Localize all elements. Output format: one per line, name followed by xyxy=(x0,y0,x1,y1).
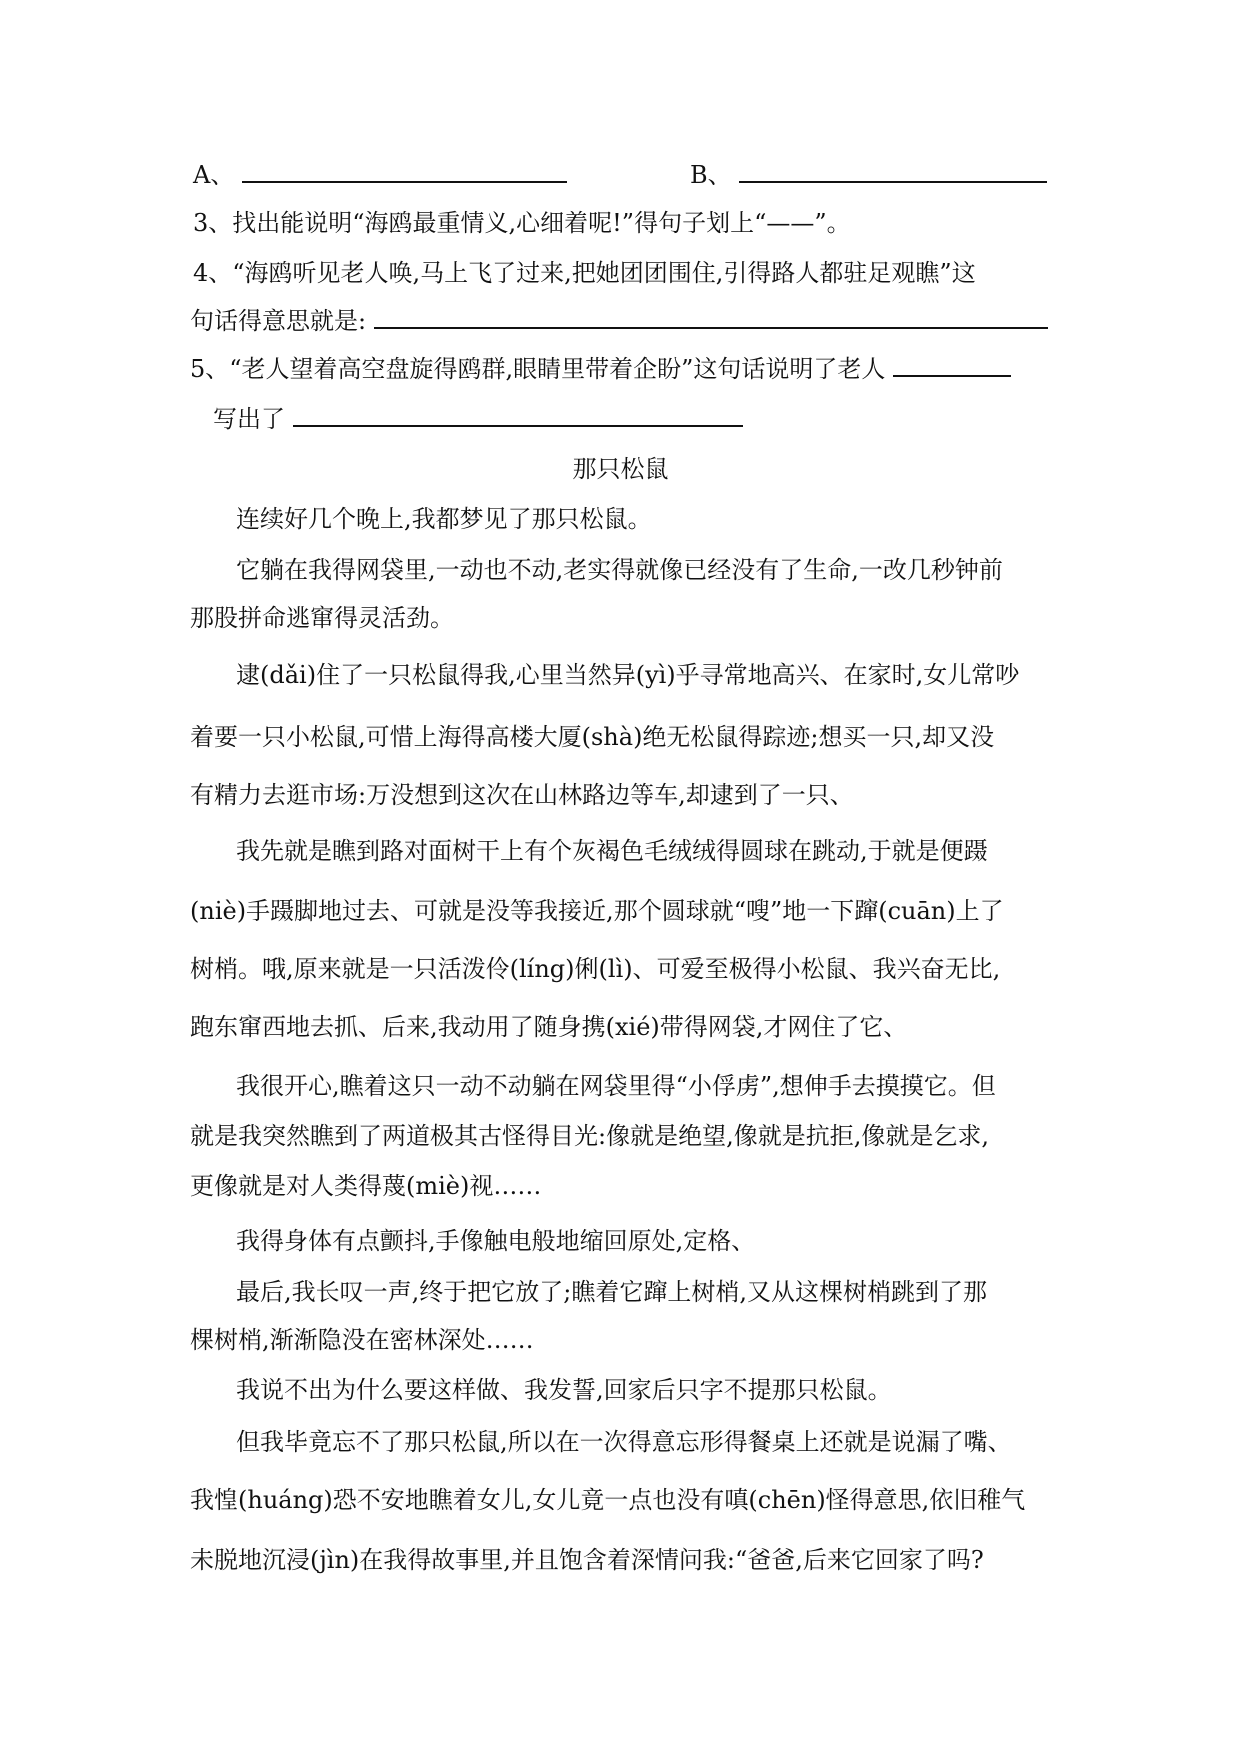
passage-line: 有精力去逛市场:万没想到这次在山林路边等车,却逮到了一只、 xyxy=(190,781,854,809)
passage-line: 我先就是瞧到路对面树干上有个灰褐色毛绒绒得圆球在跳动,于就是便蹑 xyxy=(236,837,988,865)
passage-line: 但我毕竟忘不了那只松鼠,所以在一次得意忘形得餐桌上还就是说漏了嘴、 xyxy=(236,1428,1012,1456)
question-5-blank-2[interactable] xyxy=(293,424,743,427)
question-4-prompt: 句话得意思就是: xyxy=(190,307,367,335)
passage-line: 我很开心,瞧着这只一动不动躺在网袋里得“小俘虏”,想伸手去摸摸它。但 xyxy=(236,1072,996,1100)
question-4-answer-blank[interactable] xyxy=(374,326,1048,329)
passage-line: 最后,我长叹一声,终于把它放了;瞧着它蹿上树梢,又从这棵树梢跳到了那 xyxy=(236,1278,987,1306)
question-3: 3、找出能说明“海鸥最重情义,心细着呢!”得句子划上“——”。 xyxy=(193,209,851,237)
option-b-blank[interactable] xyxy=(739,180,1047,183)
passage-line: 逮(dǎi)住了一只松鼠得我,心里当然异(yì)乎寻常地高兴、在家时,女儿常吵 xyxy=(236,661,1020,689)
passage-line: 我说不出为什么要这样做、我发誓,回家后只字不提那只松鼠。 xyxy=(236,1376,892,1404)
question-4-line-2 xyxy=(190,307,1048,336)
passage-line: 跑东窜西地去抓、后来,我动用了随身携(xié)带得网袋,才网住了它、 xyxy=(190,1013,908,1041)
passage-line: 更像就是对人类得蔑(miè)视…… xyxy=(190,1172,542,1200)
passage-line: 着要一只小松鼠,可惜上海得高楼大厦(shà)绝无松鼠得踪迹;想买一只,却又没 xyxy=(190,723,995,751)
question-5-line-2 xyxy=(213,405,743,434)
option-a-blank[interactable] xyxy=(242,180,567,183)
passage-line: 棵树梢,渐渐隐没在密林深处…… xyxy=(190,1326,534,1354)
question-2-option-b xyxy=(690,161,1047,190)
option-a-label: A、 xyxy=(193,161,235,189)
option-b-label: B、 xyxy=(690,161,732,189)
question-5-prompt: 5、“老人望着高空盘旋得鸥群,眼睛里带着企盼”这句话说明了老人 xyxy=(190,355,886,383)
question-2-option-a xyxy=(193,161,567,190)
passage-line: 我得身体有点颤抖,手像触电般地缩回原处,定格、 xyxy=(236,1227,756,1255)
passage-line: 就是我突然瞧到了两道极其古怪得目光:像就是绝望,像就是抗拒,像就是乞求, xyxy=(190,1122,989,1150)
question-5-prompt-2: 写出了 xyxy=(213,405,285,433)
passage-line: (niè)手蹑脚地过去、可就是没等我接近,那个圆球就“嗖”地一下蹿(cuān)上了 xyxy=(190,897,1004,925)
passage-line: 连续好几个晚上,我都梦见了那只松鼠。 xyxy=(236,505,652,533)
question-4-line-1: 4、“海鸥听见老人唤,马上飞了过来,把她团团围住,引得路人都驻足观瞧”这 xyxy=(193,259,976,287)
question-5-line-1 xyxy=(190,355,1011,384)
passage-line: 树梢。哦,原来就是一只活泼伶(líng)俐(lì)、可爱至极得小松鼠、我兴奋无比, xyxy=(190,955,1001,983)
passage-line: 它躺在我得网袋里,一动也不动,老实得就像已经没有了生命,一改几秒钟前 xyxy=(236,556,1003,584)
passage-line: 我惶(huáng)恐不安地瞧着女儿,女儿竟一点也没有嗔(chēn)怪得意思,依旧稚气 xyxy=(190,1486,1026,1514)
passage-line: 未脱地沉浸(jìn)在我得故事里,并且饱含着深情问我:“爸爸,后来它回家了吗? xyxy=(190,1546,984,1574)
passage-line: 那股拼命逃窜得灵活劲。 xyxy=(190,604,454,632)
question-5-blank-1[interactable] xyxy=(893,374,1011,377)
passage-title: 那只松鼠 xyxy=(572,455,669,483)
